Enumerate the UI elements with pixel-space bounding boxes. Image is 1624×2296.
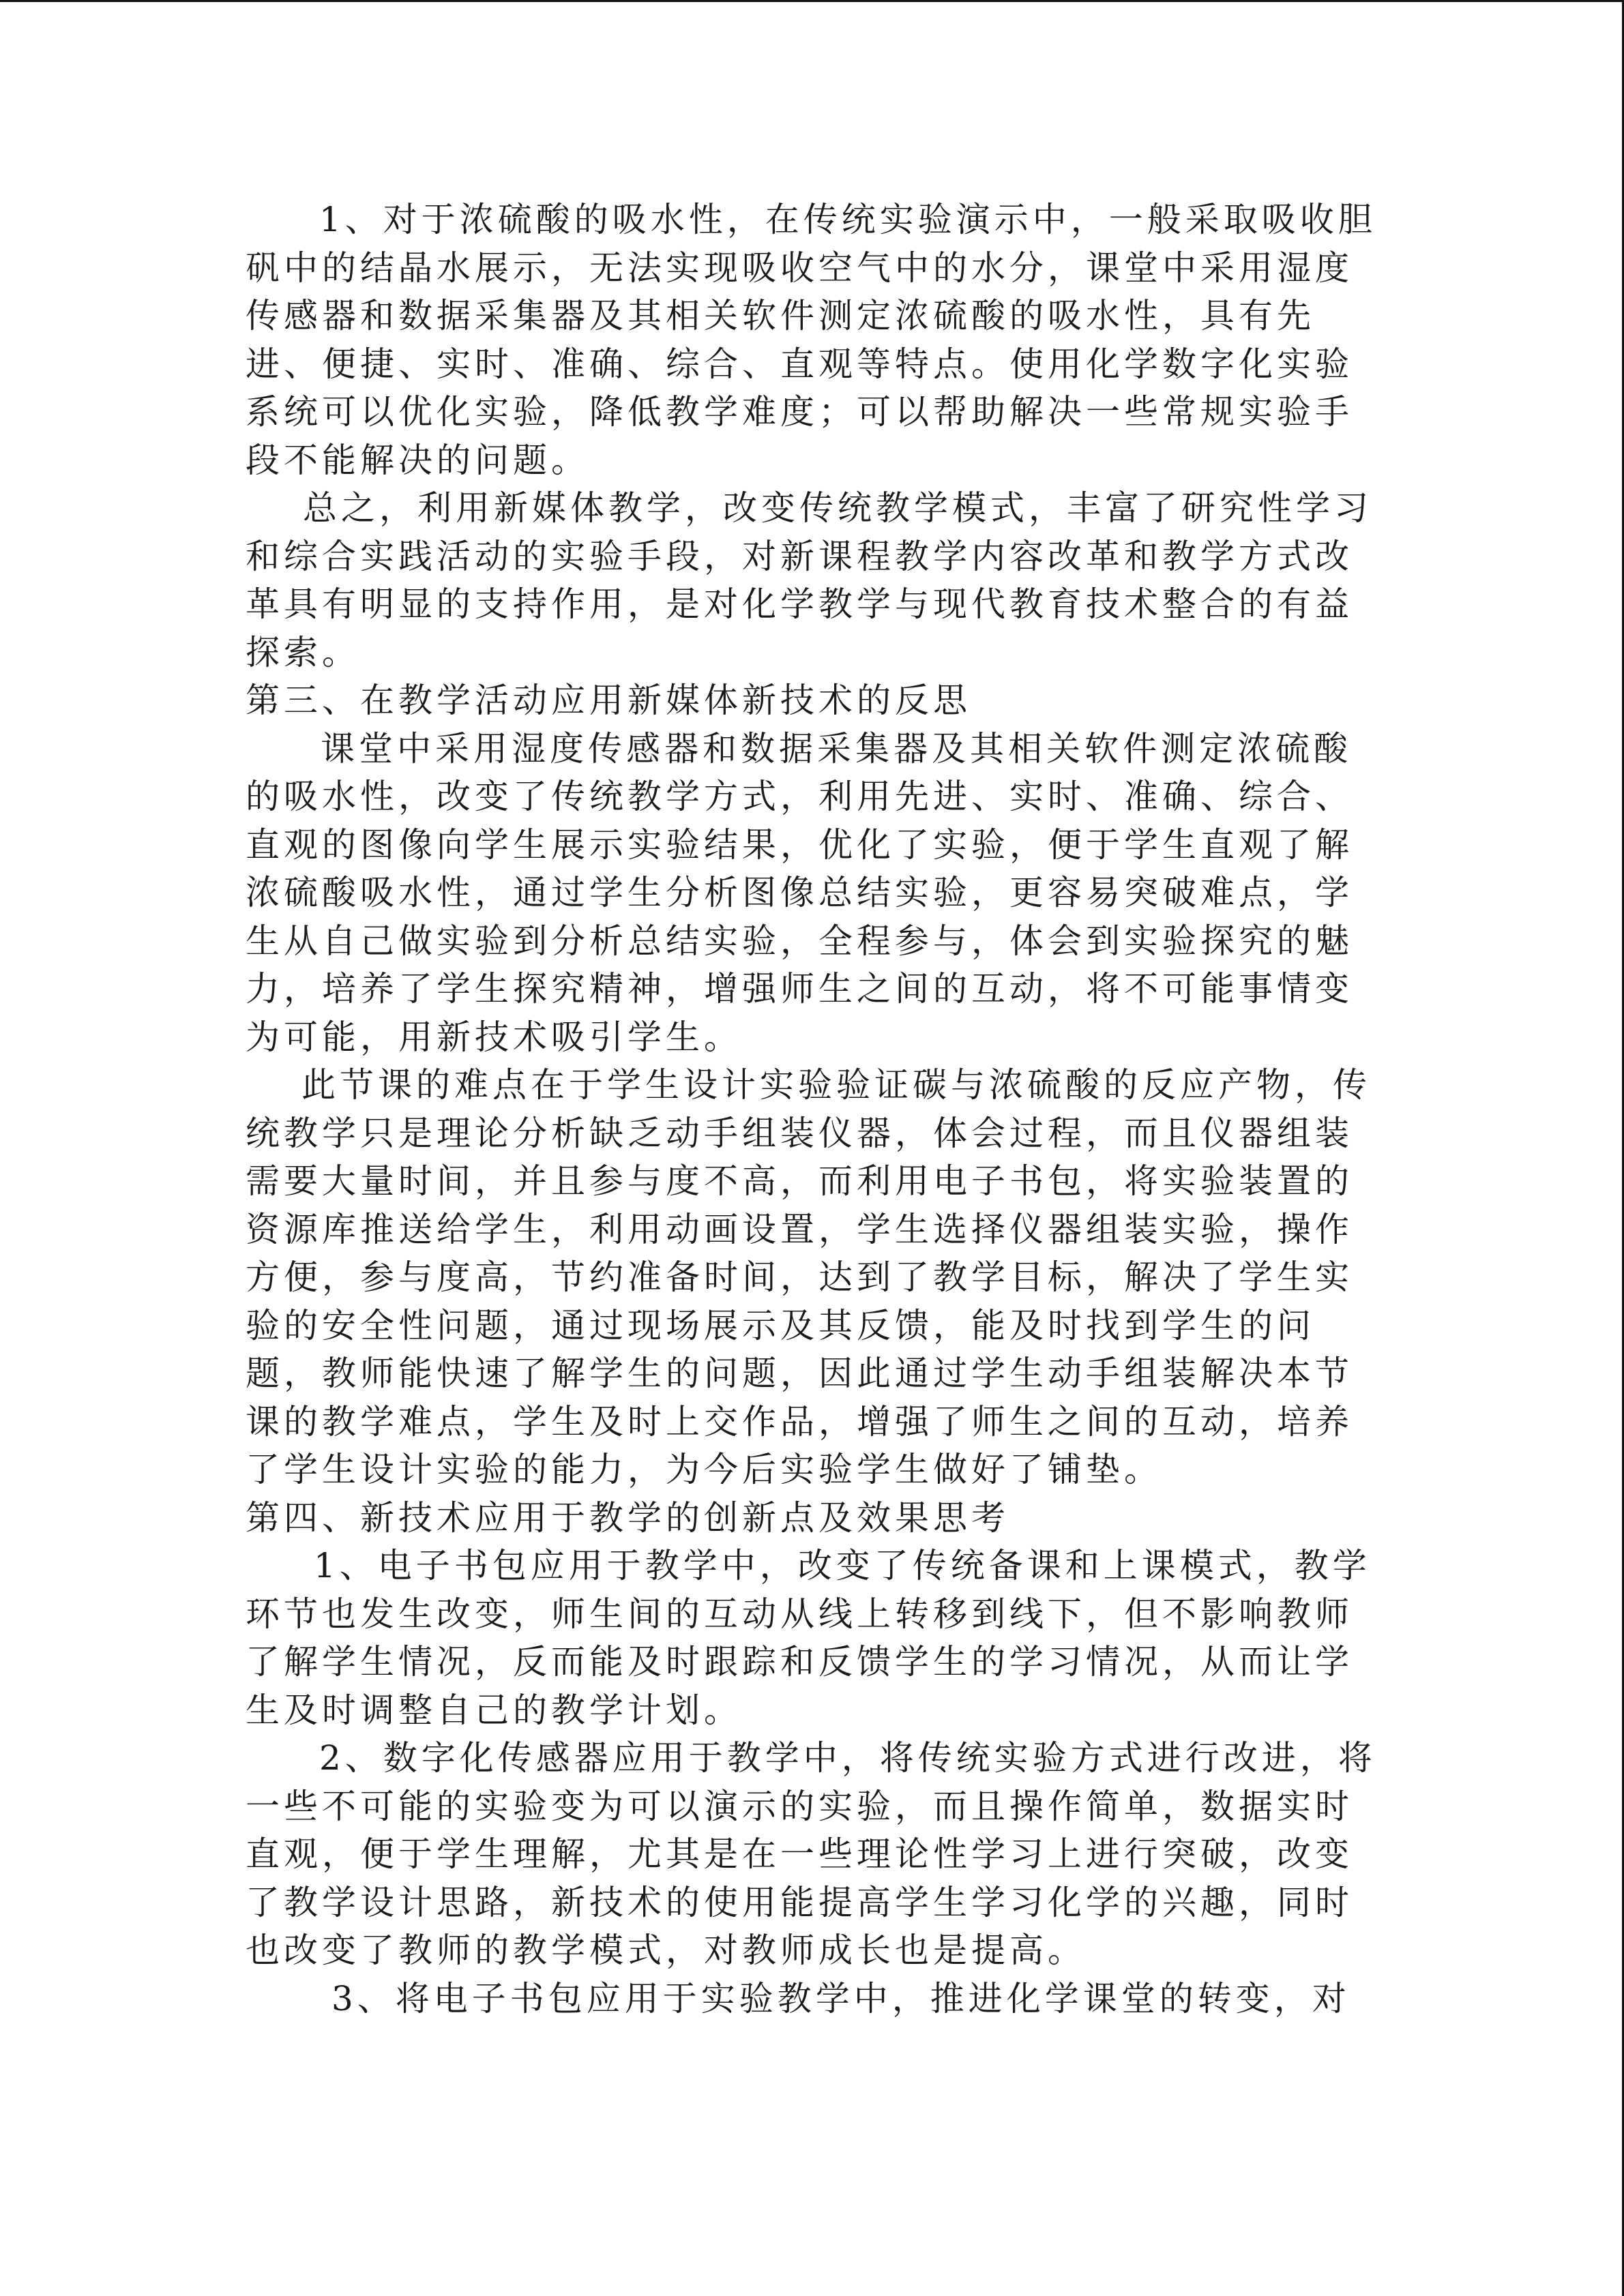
text-line: 总之，利用新媒体教学，改变传统教学模式，丰富了研究性学习 [303, 488, 1372, 528]
text-line: 革具有明显的支持作用，是对化学教学与现代教育技术整合的有益 [246, 584, 1353, 624]
text-line: 了解学生情况，反而能及时跟踪和反馈学生的学习情况，从而让学 [246, 1642, 1353, 1682]
section-heading: 第四、新技术应用于教学的创新点及效果思考 [246, 1497, 1009, 1538]
text-line: 进、便捷、实时、准确、综合、直观等特点。使用化学数字化实验 [246, 344, 1353, 384]
document-body [246, 196, 1378, 2023]
section-heading: 第三、在教学活动应用新媒体新技术的反思 [246, 681, 971, 720]
text-line: 统教学只是理论分析缺乏动手组装仪器，体会过程，而且仪器组装 [246, 1113, 1353, 1153]
text-line: 环节也发生改变，师生间的互动从线上转移到线下，但不影响教师 [246, 1594, 1353, 1634]
text-line: 方便，参与度高，节约准备时间，达到了教学目标，解决了学生实 [246, 1257, 1353, 1297]
text-line: 课堂中采用湿度传感器和数据采集器及其相关软件测定浓硫酸 [321, 728, 1352, 769]
text-line: 需要大量时间，并且参与度不高，而利用电子书包，将实验装置的 [246, 1161, 1353, 1201]
text-line: 资源库推送给学生，利用动画设置，学生选择仪器组装实验，操作 [246, 1209, 1353, 1249]
text-line: 生从自己做实验到分析总结实验，全程参与，体会到实验探究的魅 [246, 921, 1353, 961]
text-line: 为可能，用新技术吸引学生。 [246, 1017, 742, 1057]
text-line: 一些不可能的实验变为可以演示的实验，而且操作简单，数据实时 [246, 1786, 1353, 1826]
text-line: 此节课的难点在于学生设计实验验证碳与浓硫酸的反应产物，传 [301, 1065, 1371, 1105]
text-line: 生及时调整自己的教学计划。 [246, 1690, 742, 1730]
text-line: 了学生设计实验的能力，为今后实验学生做好了铺垫。 [246, 1450, 1162, 1489]
text-line: 验的安全性问题，通过现场展示及其反馈，能及时找到学生的问 [246, 1305, 1315, 1345]
text-line: 段不能解决的问题。 [246, 440, 589, 480]
text-line: 矾中的结晶水展示，无法实现吸收空气中的水分，课堂中采用湿度 [246, 248, 1353, 288]
text-line: 传感器和数据采集器及其相关软件测定浓硫酸的吸水性，具有先 [246, 296, 1315, 336]
text-line: 3、将电子书包应用于实验教学中，推进化学课堂的转变，对 [331, 1978, 1350, 2018]
text-line: 直观，便于学生理解，尤其是在一些理论性学习上进行突破，改变 [246, 1834, 1353, 1874]
text-line: 题，教师能快速了解学生的问题，因此通过学生动手组装解决本节 [246, 1354, 1353, 1393]
text-line: 的吸水性，改变了传统教学方式，利用先进、实时、准确、综合、 [246, 777, 1353, 816]
text-line: 也改变了教师的教学模式，对教师成长也是提高。 [246, 1930, 1086, 1970]
text-line: 1、对于浓硫酸的吸水性，在传统实验演示中，一般采取吸收胆 [319, 200, 1376, 239]
text-line: 力，培养了学生探究精神，增强师生之间的互动，将不可能事情变 [246, 969, 1353, 1009]
text-line: 2、数字化传感器应用于教学中，将传统实验方式进行改进，将 [319, 1738, 1376, 1778]
text-line: 了教学设计思路，新技术的使用能提高学生学习化学的兴趣，同时 [246, 1882, 1353, 1922]
text-line: 1、电子书包应用于教学中，改变了传统备课和上课模式，教学 [314, 1546, 1371, 1585]
text-line: 探索。 [246, 632, 360, 672]
text-line: 浓硫酸吸水性，通过学生分析图像总结实验，更容易突破难点，学 [246, 873, 1353, 912]
text-line: 课的教学难点，学生及时上交作品，增强了师生之间的互动，培养 [246, 1401, 1353, 1442]
text-line: 系统可以优化实验，降低教学难度；可以帮助解决一些常规实验手 [246, 392, 1353, 432]
text-line: 直观的图像向学生展示实验结果，优化了实验，便于学生直观了解 [246, 824, 1353, 865]
text-line: 和综合实践活动的实验手段，对新课程教学内容改革和教学方式改 [246, 536, 1353, 576]
